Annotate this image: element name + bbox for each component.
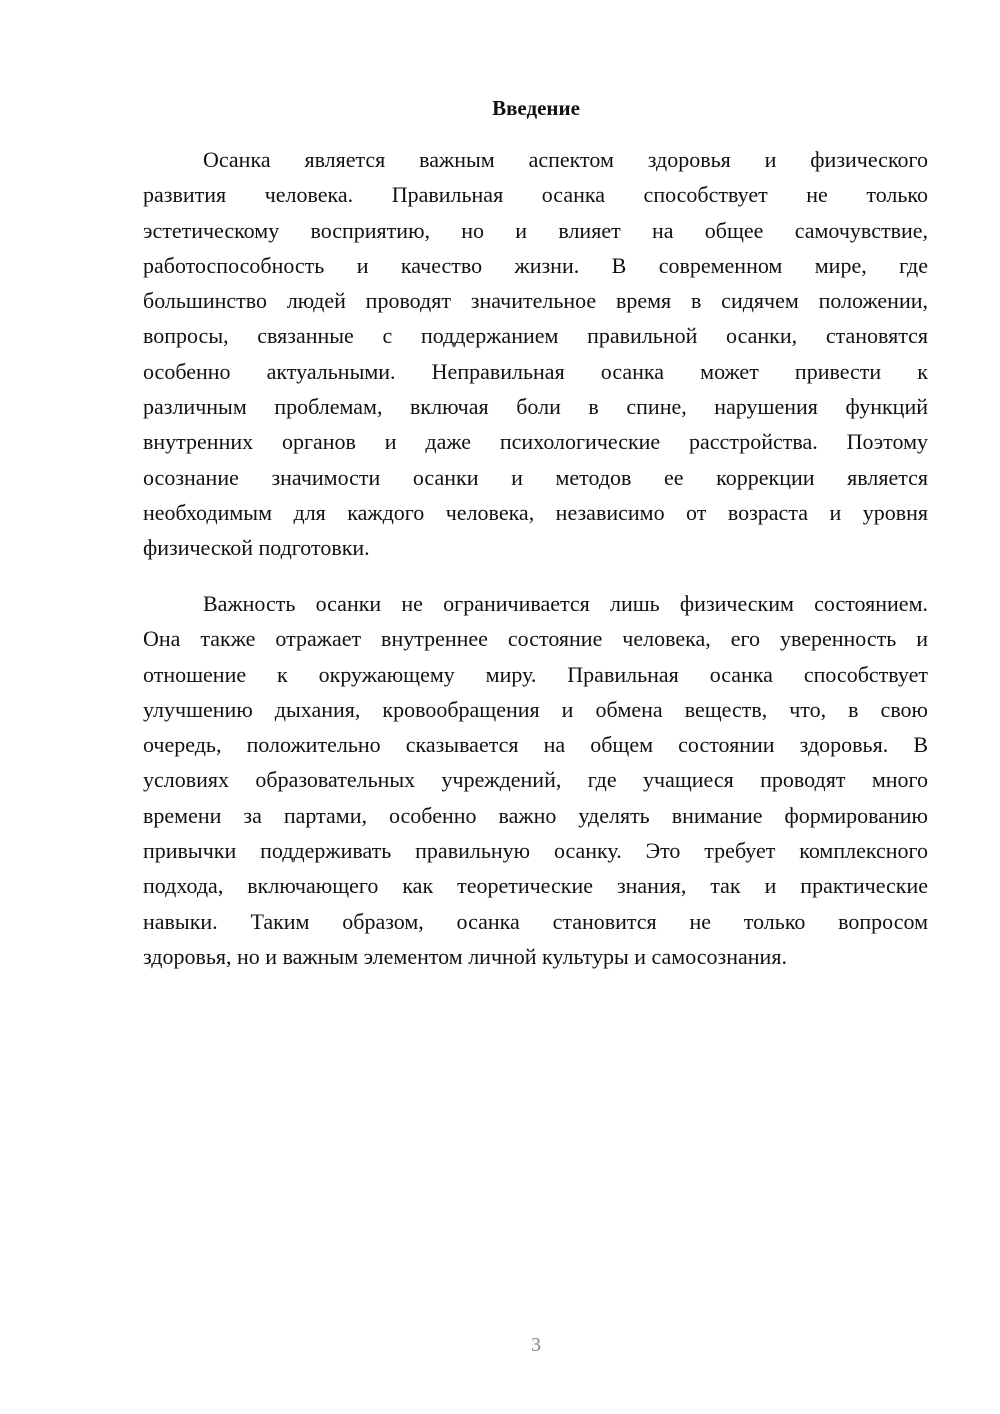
text-line: внутренних органов и даже психологические расстройства. Поэтому xyxy=(143,429,928,455)
text-line: Осанка является важным аспектом здоровья и физического xyxy=(203,147,928,172)
text-line: здоровья, но и важным элементом личной культуры и самосознания. xyxy=(143,943,787,969)
text-line: подхода, включающего как теоретические знания, так и практические xyxy=(143,873,928,899)
text-line: физической подготовки. xyxy=(143,535,370,561)
text-line: работоспособность и качество жизни. В современном мире, где xyxy=(143,252,928,278)
text-line: особенно актуальными. Неправильная осанка может привести к xyxy=(143,358,928,384)
paragraph-1 xyxy=(143,142,928,566)
text-line: различным проблемам, включая боли в спине, нарушения функций xyxy=(143,394,928,420)
text-line: привычки поддерживать правильную осанку. Это требует комплексного xyxy=(143,838,928,864)
text-line: условиях образовательных учреждений, где учащиеся проводят много xyxy=(143,767,928,793)
text-line: эстетическому восприятию, но и влияет на общее самочувствие, xyxy=(143,217,928,243)
text-line: развития человека. Правильная осанка способствует не только xyxy=(143,182,928,208)
text-line: Она также отражает внутреннее состояние человека, его уверенность и xyxy=(143,626,928,652)
text-line: навыки. Таким образом, осанка становится не только вопросом xyxy=(143,908,928,934)
paragraph-2 xyxy=(143,586,928,974)
text-line: осознание значимости осанки и методов ее коррекции является xyxy=(143,464,928,490)
page-number: 3 xyxy=(531,1334,541,1356)
text-line: необходимым для каждого человека, независимо от возраста и уровня xyxy=(143,499,928,525)
text-line: большинство людей проводят значительное время в сидячем положении, xyxy=(143,288,928,314)
text-line: отношение к окружающему миру. Правильная осанка способствует xyxy=(143,661,928,687)
text-line: улучшению дыхания, кровообращения и обмена веществ, что, в свою xyxy=(143,696,928,722)
text-line: Важность осанки не ограничивается лишь физическим состоянием. xyxy=(203,591,928,616)
section-title: Введение xyxy=(492,96,580,120)
text-line: очередь, положительно сказывается на общем состоянии здоровья. В xyxy=(143,732,928,758)
text-line: вопросы, связанные с поддержанием правильной осанки, становятся xyxy=(143,323,928,349)
text-line: времени за партами, особенно важно уделять внимание формированию xyxy=(143,802,928,828)
